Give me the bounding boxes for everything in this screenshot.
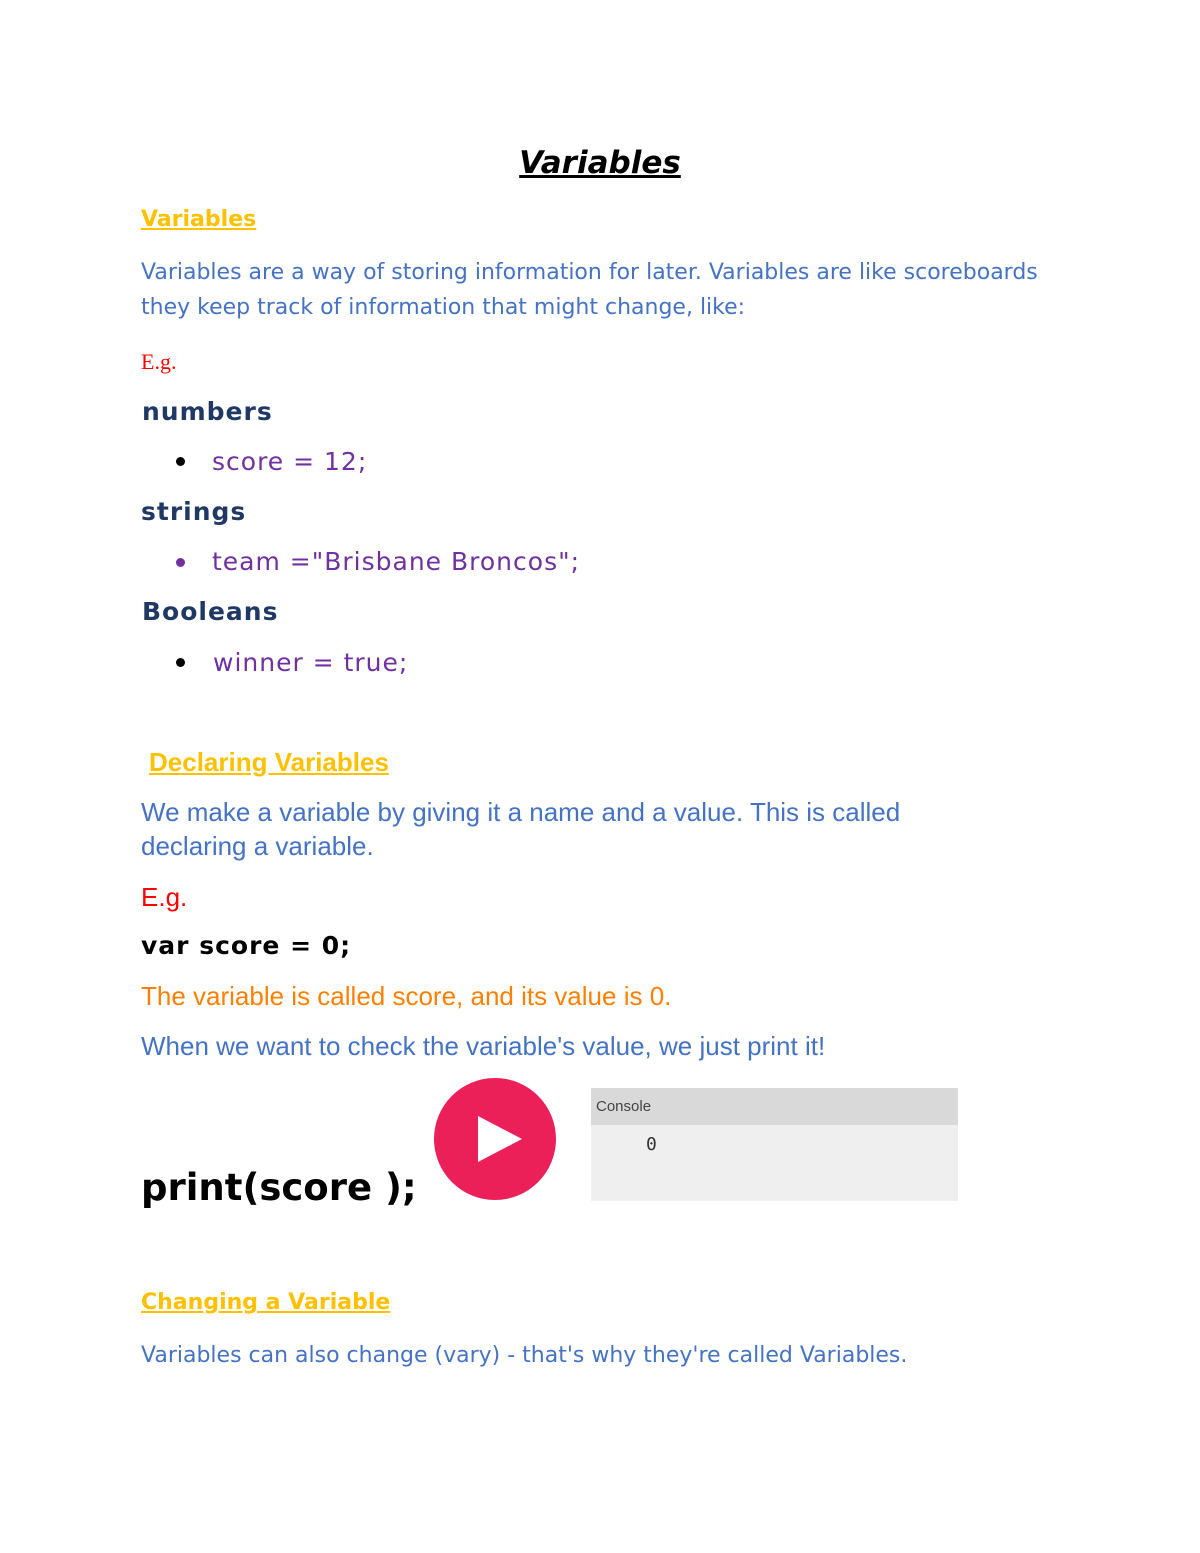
console-panel: [591, 1088, 958, 1201]
bullet-icon: [176, 457, 185, 466]
declaring-line-1: We make a variable by giving it a name and a value. This is called: [141, 797, 901, 827]
changing-text: Variables can also change (vary) - that's why they're called Variables.: [141, 1343, 908, 1368]
play-button[interactable]: [434, 1078, 556, 1200]
example-strings: team ="Brisbane Broncos";: [212, 547, 581, 576]
explain-text: The variable is called score, and its value is 0.: [141, 981, 672, 1011]
check-text: When we want to check the variable's value, we just print it!: [141, 1031, 826, 1061]
section-heading-variables: Variables: [141, 207, 257, 232]
page-title: Variables: [519, 145, 681, 181]
play-icon: [478, 1116, 522, 1162]
example-booleans: winner = true;: [213, 648, 409, 677]
type-label-numbers: numbers: [142, 397, 273, 426]
intro-line-2: they keep track of information that might change, like:: [141, 295, 746, 320]
console-header: Console: [591, 1088, 958, 1125]
section-heading-declaring: Declaring Variables: [149, 747, 389, 777]
print-code: print(score );: [141, 1166, 417, 1209]
intro-line-1: Variables are a way of storing information for later. Variables are like scoreboards: [141, 260, 1038, 285]
eg-label: E.g.: [141, 349, 177, 374]
type-label-strings: strings: [141, 497, 247, 526]
eg-label: E.g.: [141, 882, 188, 912]
bullet-icon: [176, 658, 185, 667]
declare-code: var score = 0;: [141, 931, 352, 960]
bullet-icon: [176, 558, 185, 567]
example-numbers: score = 12;: [212, 447, 368, 476]
declaring-line-2: declaring a variable.: [141, 831, 374, 861]
section-heading-changing: Changing a Variable: [141, 1290, 391, 1315]
type-label-booleans: Booleans: [142, 597, 279, 626]
console-output: 0: [646, 1134, 657, 1155]
